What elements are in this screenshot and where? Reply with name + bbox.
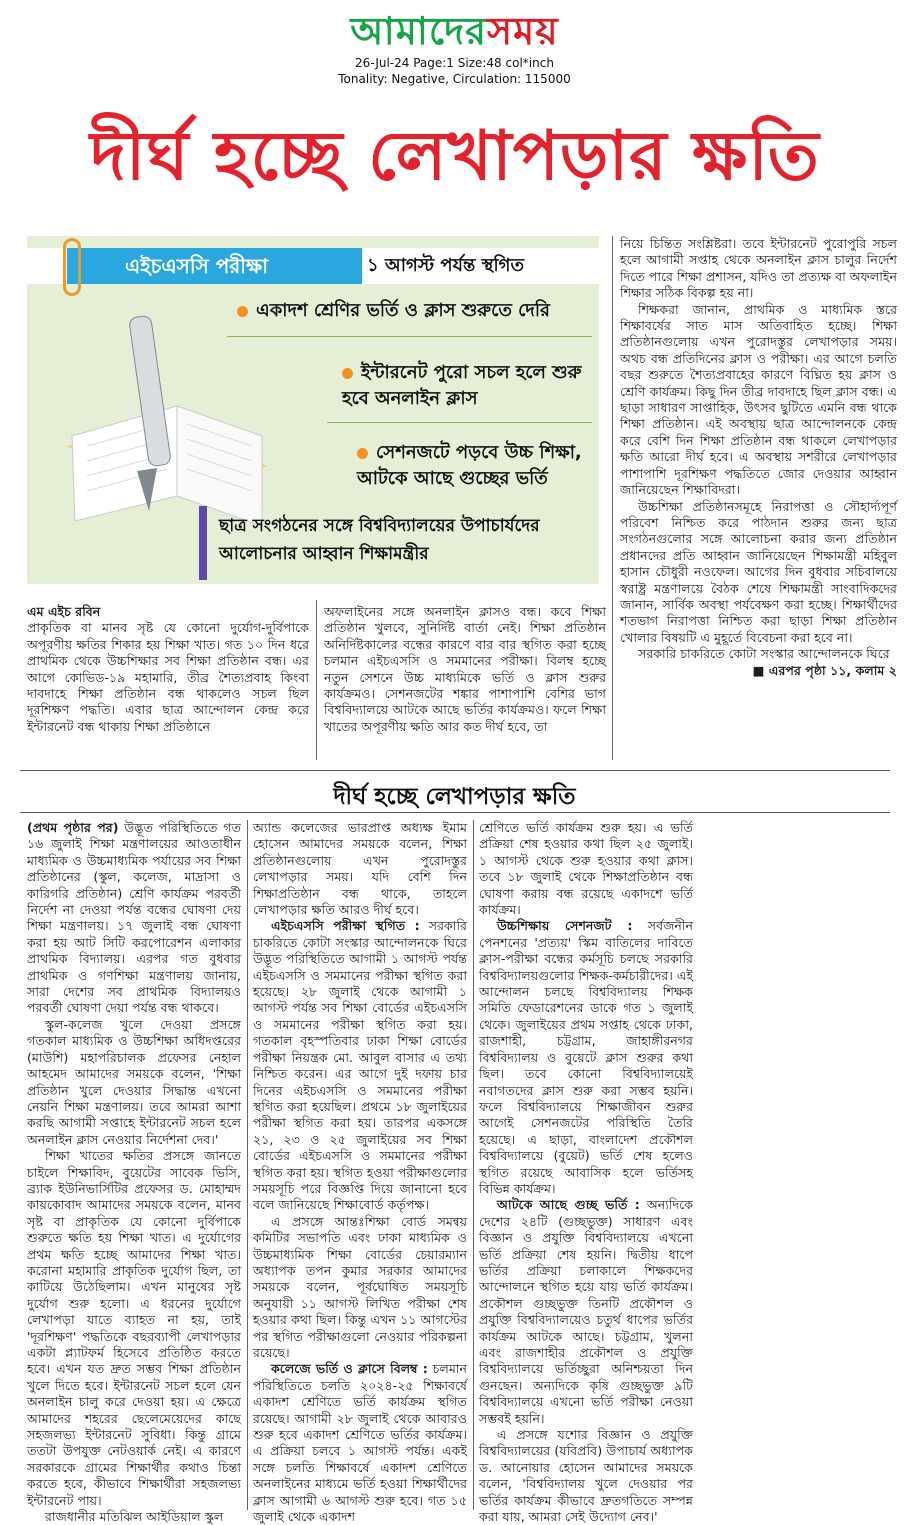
subhead: উচ্চশিক্ষায় সেশনজট : xyxy=(497,918,633,934)
subhead: আটকে আছে গুচ্ছ ভর্তি : xyxy=(497,1197,640,1213)
column-divider xyxy=(316,600,317,760)
divider xyxy=(227,336,592,337)
bullet-text: ইন্টারনেট পুরো সচল হলে শুরু হবে অনলাইন ক্লাস xyxy=(342,362,582,409)
clip-meta-line2: Tonality: Negative, Circulation: 115000 xyxy=(338,72,571,86)
callout-accent-bar xyxy=(199,506,207,580)
bullet-dot xyxy=(357,448,368,459)
continuation-title: দীর্ঘ হচ্ছে লেখাপড়ার ক্ষতি xyxy=(333,784,576,810)
jump-line: ■ এরপর পৃষ্ঠা ১১, কলাম ২ xyxy=(752,662,897,678)
paragraph xyxy=(479,918,693,1197)
divider xyxy=(327,422,592,423)
paragraph xyxy=(479,1197,693,1427)
front-column-2 xyxy=(324,604,606,735)
paperclip-icon xyxy=(63,238,81,296)
section-rule xyxy=(20,770,890,771)
paragraph: নিয়ে চিন্তিত সংশ্লিষ্টরা। তবে ইন্টারনেট পুরোপুরি সচল হলে আগামী সপ্তাহ থেকে অনলাইন ক্লাস চালুর নির্দেশ দিতে পারে শিক্ষা প্রশাসন, যদিও তা প্রত্যক্ষ বা অফলাইন শিক্ষার সঠিক বিকল্প হয় না। xyxy=(620,236,897,301)
bullet-dot xyxy=(237,306,248,317)
bullet-dot xyxy=(342,368,353,379)
continuation-column-3 xyxy=(479,820,693,1525)
paragraph: শিক্ষা খাতের ক্ষতির প্রসঙ্গে জানতে চাইলে শিক্ষাবিদ, বুয়েটের সাবেক ভিসি, ব্র্যাক ইউনিভার্সিটির প্রফেসর ড. মোহাম্মদ কায়কোবাদ আমাদের সময়কে বলেন, মানব সৃষ্ট বা প্রাকৃতিক যে কোনো দুর্বিপাকে শুরুতে ক্ষতি হয় শিক্ষা খাত। এ দুর্যোগের প্রথম ক্ষতি হচ্ছে আমাদের শিক্ষা খাত। করোনা মহামারি প্রাকৃতিক দুর্যোগ ছিল, তা কাটিয়ে উঠেছিলাম। এখন মানুষের সৃষ্ট দুর্যোগ শুরু হলো। এ ধরনের দুর্যোগে লেখাপড়া যাতে ব্যাহত না হয়, তাই 'দূরশিক্ষণ' পদ্ধতিকে বছরব্যাপী লেখাপড়ার একটা প্ল্যাটফর্ম হিসেবে প্রতিষ্ঠিত করতে হবে। এখন যত দ্রুত সম্ভব শিক্ষা প্রতিষ্ঠান খুলে দিতে হবে। ইন্টারনেট সচল হলে যেন অনলাইন চালু করে দেওয়া হয়। এ ক্ষেত্রে আমাদের শহরের ছেলেমেয়েদের কাছে সহজলভ্য ইন্টারনেট সুবিধা। কিন্তু গ্রামে ততটা উপযুক্ত নেটওয়ার্ক নেই। এ কারণে সরকারকে গ্রামের শিক্ষার্থীর কথাও চিন্তা করতে হবে, কীভাবে শিক্ষার্থীরা সহজলভ্য ইন্টারনেট পায়। xyxy=(27,1148,241,1508)
paragraph xyxy=(253,918,467,1213)
bullet-item xyxy=(237,298,587,324)
paragraph-text: চলমান পরিস্থিতিতে চলতি ২০২৪-২৫ শিক্ষাবর্ষে একাদশ শ্রেণিতে ভর্তি কার্যক্রম স্থগিত রয়েছে। আগামী ২৮ জুলাই থেকে আবারও শুরু হবে একাদশ শ্রেণিতে ভর্তির কার্যক্রম। এ প্রক্রিয়া চলবে ১ আগস্ট পর্যন্ত। একই সঙ্গে চলতি শিক্ষাবর্ষে একাদশ শ্রেণিতে অনলাইনের মাধ্যমে ভর্তি হওয়া শিক্ষার্থীদের ক্লাস আগামী ৬ আগস্ট শুরু হবে। গত ১৫ জুলাই থেকে একাদশ xyxy=(253,1361,467,1525)
paragraph: শ্রেণিতে ভর্তি কার্যক্রম শুরু হয়। এ ভর্তি প্রক্রিয়া শেষ হওয়ার কথা ছিল ২৫ জুলাই। ১ আগস্ট থেকে শুরু হওয়ার কথা ক্লাস। তবে ১৮ জুলাই থেকে শিক্ষাপ্রতিষ্ঠান বন্ধ ঘোষণা করায় বন্ধ রয়েছে একাদশে ভর্তি কার্যক্রম। xyxy=(479,820,693,918)
continuation-column-2 xyxy=(253,820,467,1525)
paragraph: রাজধানীর মতিঝিল আইডিয়াল স্কুল xyxy=(45,1509,224,1525)
infographic-panel xyxy=(27,236,599,584)
paragraph xyxy=(253,1361,467,1525)
paragraph: প্রাকৃতিক বা মানব সৃষ্ট যে কোনো দুর্যোগ-দুর্বিপাকে অপূরণীয় ক্ষতির শিকার হয় শিক্ষা খাত। গত ১০ দিন ধরে প্রাথমিক থেকে উচ্চশিক্ষার সব শিক্ষা প্রতিষ্ঠান বন্ধ। এর আগে কোভিড-১৯ মহামারি, তীব্র শৈত্যপ্রবাহ কিংবা দাবদাহে শিক্ষা প্রতিষ্ঠান বন্ধ থাকলেও সচল ছিল দূরশিক্ষণ পদ্ধতি। এবার ছাত্র আন্দোলন কেন্দ্র করে ইন্টারনেট বন্ধ থাকায় শিক্ষা প্রতিষ্ঠানে xyxy=(27,620,309,734)
front-column-1 xyxy=(27,604,309,735)
paragraph-text: সর্বজনীন পেনশনের 'প্রত্যয়' স্কিম বাতিলের দাবিতে ক্লাস-পরীক্ষা বন্ধের কর্মসূচি চলছে সরকারি বিশ্ববিদ্যালয়গুলোর শিক্ষক-কর্মচারীদের। এই আন্দোলন চলছে বিশ্ববিদ্যালয় শিক্ষক সমিতি ফেডারেশনের ডাকে গত ১ জুলাই থেকে। জুলাইয়ের প্রথম সপ্তাহ থেকে ঢাকা, রাজশাহী, চট্টগ্রাম, জাহাঙ্গীরনগর বিশ্ববিদ্যালয় ও বুয়েটে ক্লাস শুরুর কথা ছিল। তবে কোনো বিশ্ববিদ্যালয়েই নবাগতদের ক্লাস শুরু করা সম্ভব হয়নি। ফলে বিশ্ববিদ্যালয়ে শিক্ষাজীবন শুরুর আগেই সেশনজটের পরিস্থিতি তৈরি হয়েছে। এ ছাড়া, বাংলাদেশ প্রকৌশল বিশ্ববিদ্যালয়ে (বুয়েট) ভর্তি শেষ হলেও স্থগিত রয়েছে আবাসিক হলে ভর্তিসহ বিভিন্ন কার্যক্রম। xyxy=(479,918,693,1196)
subhead: কলেজে ভর্তি ও ক্লাসে বিলম্ব : xyxy=(271,1361,428,1377)
logo-part2: সময় xyxy=(487,9,559,53)
column-divider xyxy=(612,236,613,760)
paragraph: এ প্রসঙ্গে আন্তঃশিক্ষা বোর্ড সমন্বয় কমিটির সভাপতি এবং ঢাকা মাধ্যমিক ও উচ্চমাধ্যমিক শিক্ষা বোর্ডের চেয়ারম্যান অধ্যাপক তপন কুমার সরকার আমাদের সময়কে বলেন, পূর্বঘোষিত সময়সূচি অনুযায়ী ১১ আগস্ট লিখিত পরীক্ষা শেষ হওয়ার কথা ছিল। কিন্তু এখন ১১ আগস্টের পর স্থগিত পরীক্ষাগুলো নেওয়ার পরিকল্পনা রয়েছে। xyxy=(253,1213,467,1360)
tag-label: এইচএসসি পরীক্ষা xyxy=(67,248,362,284)
bullet-text: সেশনজটে পড়বে উচ্চ শিক্ষা, আটকে আছে গুচ্ছের ভর্তি xyxy=(357,442,582,489)
paragraph-text: সরকারি চাকরিতে কোটা সংস্কার আন্দোলনকে ঘিরে উদ্ভূত পরিস্থিতিতে আগামী ১ আগস্ট পর্যন্ত এইচএসসি ও সমমানের পরীক্ষা স্থগিত করা হয়েছে। ২৮ জুলাই থেকে আগামী ১ আগস্ট পর্যন্ত সব শিক্ষা বোর্ডের এইচএসসি ও সমমানের পরীক্ষা স্থগিত করা হয়। গতকাল বৃহস্পতিবার ঢাকা শিক্ষা বোর্ডের পরীক্ষা নিয়ন্ত্রক মো. আবুল বাসার এ তথ্য নিশ্চিত করেন। এর আগে দুই দফায় চার দিনের এইচএসসি ও সমমানের পরীক্ষা স্থগিত করা হয়েছিল। প্রথমে ১৮ জুলাইয়ের পরীক্ষা স্থগিত করা হয়। তারপর একসঙ্গে ২১, ২৩ ও ২৫ জুলাইয়ের সব শিক্ষা বোর্ডের এইচএসসি ও সমমানের পরীক্ষা স্থগিত করা হয়। স্থগিত হওয়া পরীক্ষাগুলোর সময়সূচি পরে বিজ্ঞপ্তি দিয়ে জানানো হবে বলে জানিয়েছে শিক্ষাবোর্ড কর্তৃপক্ষ। xyxy=(253,918,467,1213)
column-divider xyxy=(473,820,474,1510)
logo-part1: আমাদের xyxy=(350,9,487,53)
paragraph: শিক্ষকরা জানান, প্রাথমিক ও মাধ্যমিক স্তরে শিক্ষাবর্ষের সাত মাস অতিবাহিত হচ্ছে। শিক্ষা প্রতিষ্ঠানগুলোয় এখন পুরোদস্তুর লেখাপড়ার সময়। অথচ বন্ধ প্রতিদিনের ক্লাস ও পরীক্ষা। এর আগে চলতি বছর শুরুতে শৈত্যপ্রবাহের কারণে বিঘ্নিত হয় ক্লাস ও শ্রেণি কার্যক্রম। কিছু দিন তীব্র দাবদাহে ছিল ক্লাস বন্ধ। এ ছাড়া সাধারণ সাপ্তাহিক, উৎসব ছুটিতে এমনি বন্ধ থাকে শিক্ষা প্রতিষ্ঠান। এই অবস্থায় ছাত্র আন্দোলনকে কেন্দ্র করে বেশি দিন শিক্ষা প্রতিষ্ঠান বন্ধ থাকলে লেখাপড়ার ক্ষতি আরো দীর্ঘ হবে। এ অবস্থায় সশরীরে লেখাপড়ার পাশাপাশি দূরশিক্ষণ পদ্ধতিতে জোর দেওয়ার আহ্বান জানিয়েছেন শিক্ষাবিদরা। xyxy=(620,301,897,498)
tag-info: ১ আগস্ট পর্যন্ত স্থগিত xyxy=(367,255,524,276)
front-column-3 xyxy=(620,236,897,679)
subhead: এইচএসসি পরীক্ষা স্থগিত : xyxy=(271,918,420,934)
paragraph: সরকারি চাকরিতে কোটা সংস্কার আন্দোলনকে ঘিরে xyxy=(638,646,890,662)
paragraph: অ্যান্ড কলেজের ভারপ্রাপ্ত অধ্যক্ষ ইমাম হোসেন আমাদের সময়কে বলেন, শিক্ষা প্রতিষ্ঠানগুলোয় এখন পুরোদস্তুর লেখাপড়ার সময়। যদি বেশি দিন শিক্ষাপ্রতিষ্ঠান বন্ধ থাকে, তাহলে লেখাপড়ার ক্ষতি আরও দীর্ঘ হবে। xyxy=(253,820,467,918)
paragraph xyxy=(27,820,241,1017)
paragraph: এ প্রসঙ্গে যশোর বিজ্ঞান ও প্রযুক্তি বিশ্ববিদ্যালয়ের (যবিপ্রবি) উপাচার্য অধ্যাপক ড. আনোয়ার হোসেন আমাদের সময়কে বলেন, 'বিশ্ববিদ্যালয় খুলে দেওয়ার পর ভর্তির কার্যক্রম কীভাবে দ্রুতগতিতে সম্পন্ন করা যায়, আমরা সেই উদ্যোগ নেব।' xyxy=(479,1427,693,1525)
book-pen-illustration xyxy=(67,296,267,546)
section-rule xyxy=(20,812,890,813)
callout-text: ছাত্র সংগঠনের সঙ্গে বিশ্ববিদ্যালয়ের উপাচার্যদের আলোচনার আহ্বান শিক্ষামন্ত্রীর xyxy=(219,516,540,564)
bullet-item xyxy=(357,440,593,492)
byline: এম এইচ রবিন xyxy=(27,604,101,619)
clip-meta-line1: 26-Jul-24 Page:1 Size:48 col*inch xyxy=(355,56,554,70)
lead-label: (প্রথম পৃষ্ঠার পর) xyxy=(27,820,119,835)
paragraph: স্কুল-কলেজ খুলে দেওয়া প্রসঙ্গে গতকাল মাধ্যমিক ও উচ্চশিক্ষা অধিদপ্তরের (মাউশি) মহাপরিচালক প্রফেসর নেহাল আহমেদ আমাদের সময়কে বলেন, 'শিক্ষা প্রতিষ্ঠান খুলে দেওয়ার সিদ্ধান্ত এখনো নেয়নি শিক্ষা মন্ত্রণালয়। তবে আমরা আশা করছি আগামী সপ্তাহে ইন্টারনেট সচল হলে অনলাইন ক্লাস নেওয়ার নির্দেশনা দেব।' xyxy=(27,1016,241,1147)
paragraph: উচ্চশিক্ষা প্রতিষ্ঠানসমূহে নিরাপত্তা ও সৌহার্দ্যপূর্ণ পরিবেশ নিশ্চিত করে পাঠদান শুরুর জন্য ছাত্র সংগঠনগুলোর সঙ্গে আলোচনা করার জন্য প্রতিষ্ঠান প্রধানদের প্রতি আহ্বান জানিয়েছেন শিক্ষামন্ত্রী মহিবুল হাসান চৌধুরী নওফেল। আগের দিন বুধবার সচিবালয়ে স্বরাষ্ট্র মন্ত্রণালয়ে বৈঠক শেষে শিক্ষামন্ত্রী সাংবাদিকদের জানান, সার্বিক অবস্থা পর্যবেক্ষণ করা হচ্ছে। শিক্ষার্থীদের শতভাগ নিরাপত্তা নিশ্চিত করা ছাড়া শিক্ষা প্রতিষ্ঠান খোলার বিষয়টি এ মুহূর্তে বিবেচনা করা হবে না। xyxy=(620,498,897,645)
headline: দীর্ঘ হচ্ছে লেখাপড়ার ক্ষতি xyxy=(90,117,820,196)
column-divider xyxy=(247,820,248,1510)
paragraph: অফলাইনের সঙ্গে অনলাইন ক্লাসও বন্ধ। কবে শিক্ষা প্রতিষ্ঠান খুলবে, সুনির্দিষ্ট বার্তা নেই। শিক্ষা প্রতিষ্ঠান অনির্দিষ্টকালের বন্ধের কারণে বার বার স্থগিত করা হচ্ছে চলমান এইচএসসি ও সমমানের পরীক্ষা। বিলম্ব হচ্ছে নতুন সেশনে উচ্চ মাধ্যমিকে ভর্তি ও ক্লাস শুরুর কার্যক্রমও। সেশনজটের শঙ্কার পাশাপাশি বেশির ভাগ বিশ্ববিদ্যালয়ে আটকে আছে ভর্তির কার্যক্রমও। ফলে শিক্ষা খাতের অপূরণীয় ক্ষতি আর কত দীর্ঘ হবে, তা xyxy=(324,604,606,734)
paragraph-text: অন্যদিকে দেশের ২৪টি (গুচ্ছভুক্ত) সাধারণ এবং বিজ্ঞান ও প্রযুক্তি বিশ্ববিদ্যালয়ে এখনো ভর্তি প্রক্রিয়া শেষ হয়নি। দ্বিতীয় ধাপে ভর্তির প্রক্রিয়া চলাকালে শিক্ষকদের আন্দোলনে স্থগিত হয়ে যায় ভর্তি কার্যক্রম। প্রকৌশল গুচ্ছভুক্ত তিনটি প্রকৌশল ও প্রযুক্তি বিশ্ববিদ্যালয়েও চতুর্থ ধাপের ভর্তির কার্যক্রম আটকে আছে। চট্টগ্রাম, খুলনা এবং রাজশাহীর প্রকৌশল ও প্রযুক্তি বিশ্ববিদ্যালয়ে ভর্তিচ্ছুরা অনিশ্চয়তা দিন গুনছেন। অন্যদিকে কৃষি গুচ্ছভুক্ত ৯টি বিশ্ববিদ্যালয়ে এখনো ভর্তি পরীক্ষা নেওয়া সম্ভবই হয়নি। xyxy=(479,1197,694,1426)
bullet-text: একাদশ শ্রেণির ভর্তি ও ক্লাস শুরুতে দেরি xyxy=(256,300,550,321)
bullet-item xyxy=(342,360,590,412)
continuation-column-1 xyxy=(27,820,241,1525)
paragraph-text: উদ্ভূত পরিস্থিতিতে গত ১৬ জুলাই শিক্ষা মন্ত্রণালয়ের আওতাধীন মাধ্যমিক ও উচ্চমাধ্যমিক পর্যায়ের সব শিক্ষা প্রতিষ্ঠানের (স্কুল, কলেজ, মাদ্রাসা ও কারিগরি প্রতিষ্ঠান) শ্রেণি কার্যক্রম পরবর্তী নির্দেশ না দেওয়া পর্যন্ত বন্ধের ঘোষণা দেয় শিক্ষা মন্ত্রণালয়। ১৭ জুলাই বন্ধ ঘোষণা করা হয় আট সিটি করপোরেশন এলাকার প্রাথমিক বিদ্যালয়। এরপর গত বুধবার প্রাথমিক ও গণশিক্ষা মন্ত্রণালয় জানায়, সারা দেশের সব প্রাথমিক বিদ্যালয়ও পরবর্তী ঘোষণা দেয়া পর্যন্ত বন্ধ থাকবে। xyxy=(27,820,241,1016)
